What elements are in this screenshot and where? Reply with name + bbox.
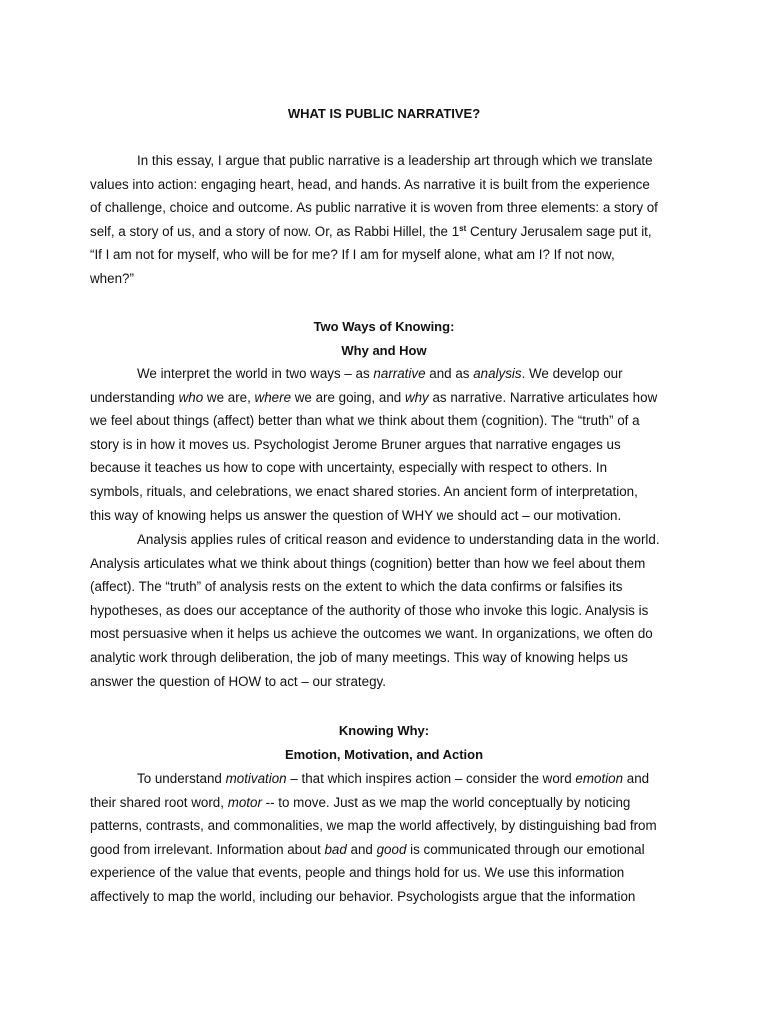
text-line: symbols, rituals, and celebrations, we enact shared stories. An ancient form of interpretation, (90, 483, 638, 499)
text-line: we feel about things (affect) better than what we think about them (cognition). The “truth” of a (90, 413, 640, 429)
text-line: good from irrelevant. Information about bad and good is communicated through our emotional (90, 841, 645, 857)
text-line: hypotheses, as does our acceptance of the authority of those who invoke this logic. Analysis is (90, 602, 649, 618)
document-title: WHAT IS PUBLIC NARRATIVE? (287, 106, 481, 121)
text-line: values into action: engaging heart, head, and hands. As narrative it is built from the experience (90, 176, 650, 192)
text-line: affectively to map the world, including our behavior. Psychologists argue that the information (90, 888, 636, 904)
text-line: of challenge, choice and outcome. As public narrative it is woven from three elements: a story of (90, 200, 658, 216)
text-line: Analysis applies rules of critical reason and evidence to understanding data in the world. (137, 532, 660, 547)
text-line: Analysis articulates what we think about things (cognition) better than how we feel about them (90, 555, 646, 571)
text-line: because it teaches us how to cope with uncertainty, especially with respect to others. In (90, 460, 608, 476)
text-line: most persuasive when it helps us achieve the outcomes we want. In organizations, we often do (90, 626, 653, 642)
text-line: patterns, contrasts, and commonalities, we map the world affectively, by distinguishing bad from (90, 818, 657, 834)
superscript: st (459, 223, 467, 233)
text-line: In this essay, I argue that public narrative is a leadership art through which we translate (137, 153, 653, 168)
section1-paragraph1 (90, 362, 682, 527)
text-line: analytic work through deliberation, the job of many meetings. This way of knowing helps us (90, 649, 628, 665)
text-line: self, a story of us, and a story of now. Or, as Rabbi Hillel, the 1st Century Jerusalem sage put it, (90, 223, 652, 239)
text-line: To understand motivation – that which inspires action – consider the word emotion and (137, 771, 650, 786)
section-heading: Two Ways of Knowing: Why and How (313, 319, 455, 358)
text-line: experience of the value that events, people and things hold for us. We use this information (90, 865, 625, 881)
text-line: “If I am not for myself, who will be for me? If I am for myself alone, what am I? If not now, (90, 247, 615, 263)
text-line: We interpret the world in two ways – as narrative and as analysis. We develop our (137, 366, 623, 381)
section1-paragraph2 (90, 528, 682, 693)
text-line: (affect). The “truth” of analysis rests on the extent to which the data confirms or falsifies its (90, 579, 623, 595)
text-line: their shared root word, motor -- to move. Just as we map the world conceptually by noticing (90, 794, 631, 810)
text-line: answer the question of HOW to act – our strategy. (90, 673, 386, 689)
section2-paragraph1 (90, 767, 682, 909)
intro-paragraph (90, 149, 682, 291)
section-heading: Knowing Why: Emotion, Motivation, and Action (284, 723, 484, 762)
text-line: when?” (90, 270, 134, 286)
text-line: understanding who we are, where we are going, and why as narrative. Narrative articulates how (90, 389, 658, 405)
text-line: story is in how it moves us. Psychologist Jerome Bruner argues that narrative engages us (90, 436, 621, 452)
text-line: this way of knowing helps us answer the question of WHY we should act – our motivation. (90, 507, 622, 523)
